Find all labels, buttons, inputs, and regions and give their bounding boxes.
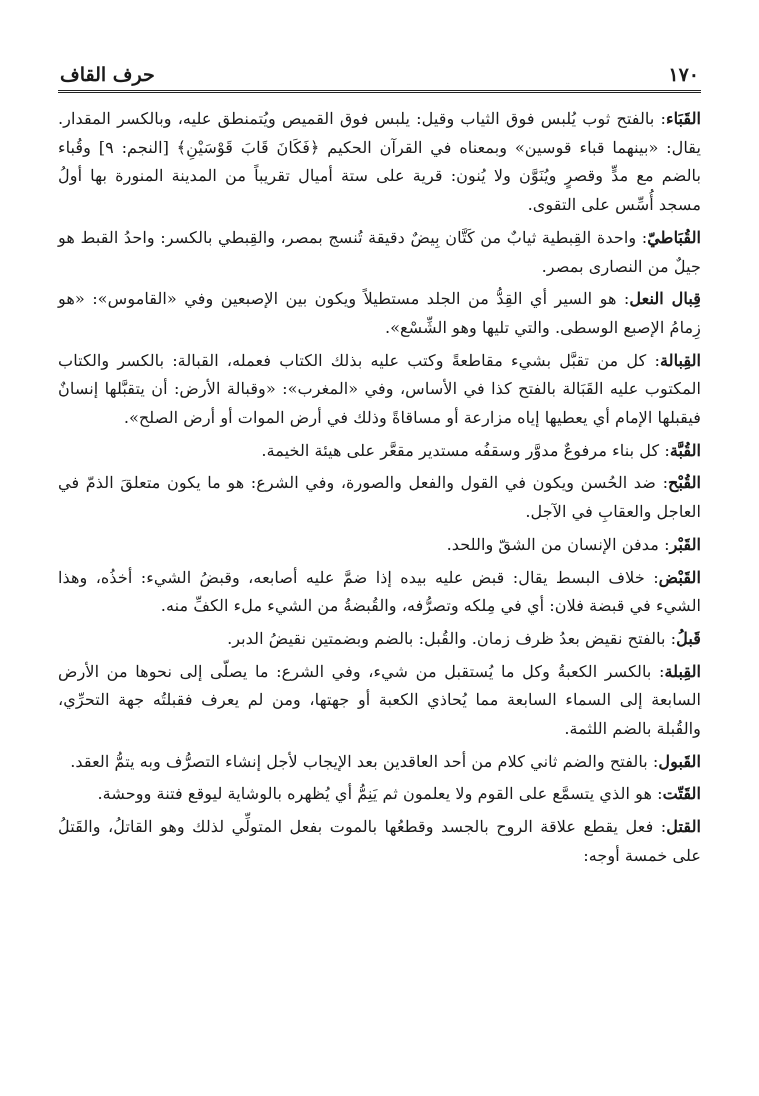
- entry-qubba: [58, 437, 701, 466]
- entry-term: القَتّت: [662, 784, 701, 804]
- entry-definition: : هو الذي يتسمَّع على القوم ولا يعلمون ثم يَنِمُّ أي يُظهره بالوشاية ليوقع فتنة ووحشة.: [97, 784, 663, 804]
- entry-qabr: [58, 531, 701, 560]
- entry-qabul: [58, 748, 701, 777]
- entry-qubh: [58, 469, 701, 526]
- entry-qatl: [58, 813, 701, 870]
- entry-term: القَبْر: [669, 534, 701, 554]
- entry-definition: : كل بناء مرفوعٌ مدوَّر وسقفُه مستدير مقعَّر على هيئة الخيمة.: [261, 440, 670, 460]
- entry-term: القَبَاء: [665, 109, 701, 128]
- entry-term: القُبَاطيّ: [647, 227, 701, 247]
- entry-qibla: [58, 658, 701, 744]
- entry-qaba: [58, 105, 701, 220]
- entry-qibala: [58, 347, 701, 433]
- entry-qabd: [58, 564, 701, 621]
- entry-definition: : خلاف البسط يقال: قبض عليه بيده إذا ضمَّ عليه أصابعه، وقبضُ الشيء: أخذُه، وهذا الشيء في قبضة فلان: أي في مِلكه وتصرُّفه، والقُبضةُ من الشيء ملء الكفِّ منه.: [58, 567, 701, 616]
- page-header: [58, 52, 701, 93]
- entry-qibal-alnaal: [58, 285, 701, 342]
- entry-definition: : ضد الحُسن ويكون في القول والفعل والصورة، وفي الشرع: هو ما يكون متعلقَ الذمّ في العاجل والعقابِ في الآجل.: [58, 473, 701, 522]
- entry-definition: : بالفتح نقيض بعدُ ظرف زمان. والقُبل: بالضم وبضمتين نقيضُ الدبر.: [227, 628, 677, 648]
- entry-definition: : كل من تقبَّل بشيء مقاطعةً وكتب عليه بذلك الكتاب فعمله، القبالة: بالكسر والكتاب المكتوب عليه القَبَالة بالفتح كذا في الأساس، وفي «المغرب»: «وقبالة الأرض: أن يتقبَّلها إنسانٌ فيقبلها الإمام أي يعطيها إياه مزارعة أو مساقاةً وذلك في أرض الموات أو أرض الصلح».: [58, 350, 701, 428]
- entry-term: القِبالة: [659, 350, 701, 370]
- entry-definition: : واحدة القِبطية ثيابٌ من كَتَّان بِيضٌ دقيقة تُنسج بمصر، والقِبطي بالكسر: واحدُ القبط هو جيلٌ من النصارى بمصر.: [58, 227, 701, 276]
- dictionary-entries: [58, 105, 701, 871]
- entry-term: القَبْض: [658, 567, 701, 587]
- entry-definition: : فعل يقطع علاقة الروح بالجسد وقطعُها بالموت بفعل المتولِّي لذلك وهو القاتلُ، والقَتلُ على خمسة أوجه:: [58, 817, 701, 865]
- entry-qubati: [58, 224, 701, 281]
- entry-term: القتل: [666, 817, 701, 837]
- entry-definition: : بالكسر الكعبةُ وكل ما يُستقبل من شيء، وفي الشرع: ما يصلّى إلى نحوها من الأرض السابعة إلى السماء السابعة مما يُحاذي الكعبة أو جهتها، ومن لم يعرف فقبلتُه جهة التحرِّي، والقُبلة بالضم اللثمة.: [58, 661, 701, 739]
- entry-term: قِبال النعل: [629, 289, 701, 309]
- entry-definition: : بالفتح ثوب يُلبس فوق الثياب وقيل: يلبس فوق القميص ويُتمنطق عليه، وبالكسر المقدار. يقال: «بينهما قباء قوسين» وبمعناه في القرآن الحكيم ﴿فَكَانَ قَابَ قَوْسَيْنِ﴾ [النجم: ٩] وقُباء بالضم مع مدٍّ وقصرٍ ويُنَوَّن ولا يُنون: قرية على ستة أميال تقريباً من المدينة المنورة بها أولُ مسجد أُسِّس على التقوى.: [58, 109, 701, 215]
- entry-qattat: [58, 780, 701, 809]
- chapter-title: حرف القاف: [60, 64, 155, 86]
- entry-definition: : مدفن الإنسان من الشقّ واللحد.: [446, 534, 670, 554]
- entry-definition: : هو السير أي القِدُّ من الجلد مستطيلاً ويكون بين الإصبعين وفي «القاموس»: «هو زِمامُ الإصبع الوسطى. والتي تليها وهو الشِّسْع».: [58, 289, 701, 337]
- entry-term: القُبَّة: [669, 440, 701, 460]
- page-number: ١٧٠: [668, 64, 699, 86]
- entry-qabl: [58, 625, 701, 654]
- entry-term: القِبلة: [664, 661, 701, 681]
- entry-term: القُبْح: [668, 473, 701, 493]
- entry-term: القَبول: [658, 751, 701, 771]
- entry-definition: : بالفتح والضم ثاني كلام من أحد العاقدين بعد الإيجاب لأجل إنشاء التصرُّف وبه يتمُّ العقد.: [70, 751, 659, 771]
- entry-term: قَبلُ: [676, 628, 701, 648]
